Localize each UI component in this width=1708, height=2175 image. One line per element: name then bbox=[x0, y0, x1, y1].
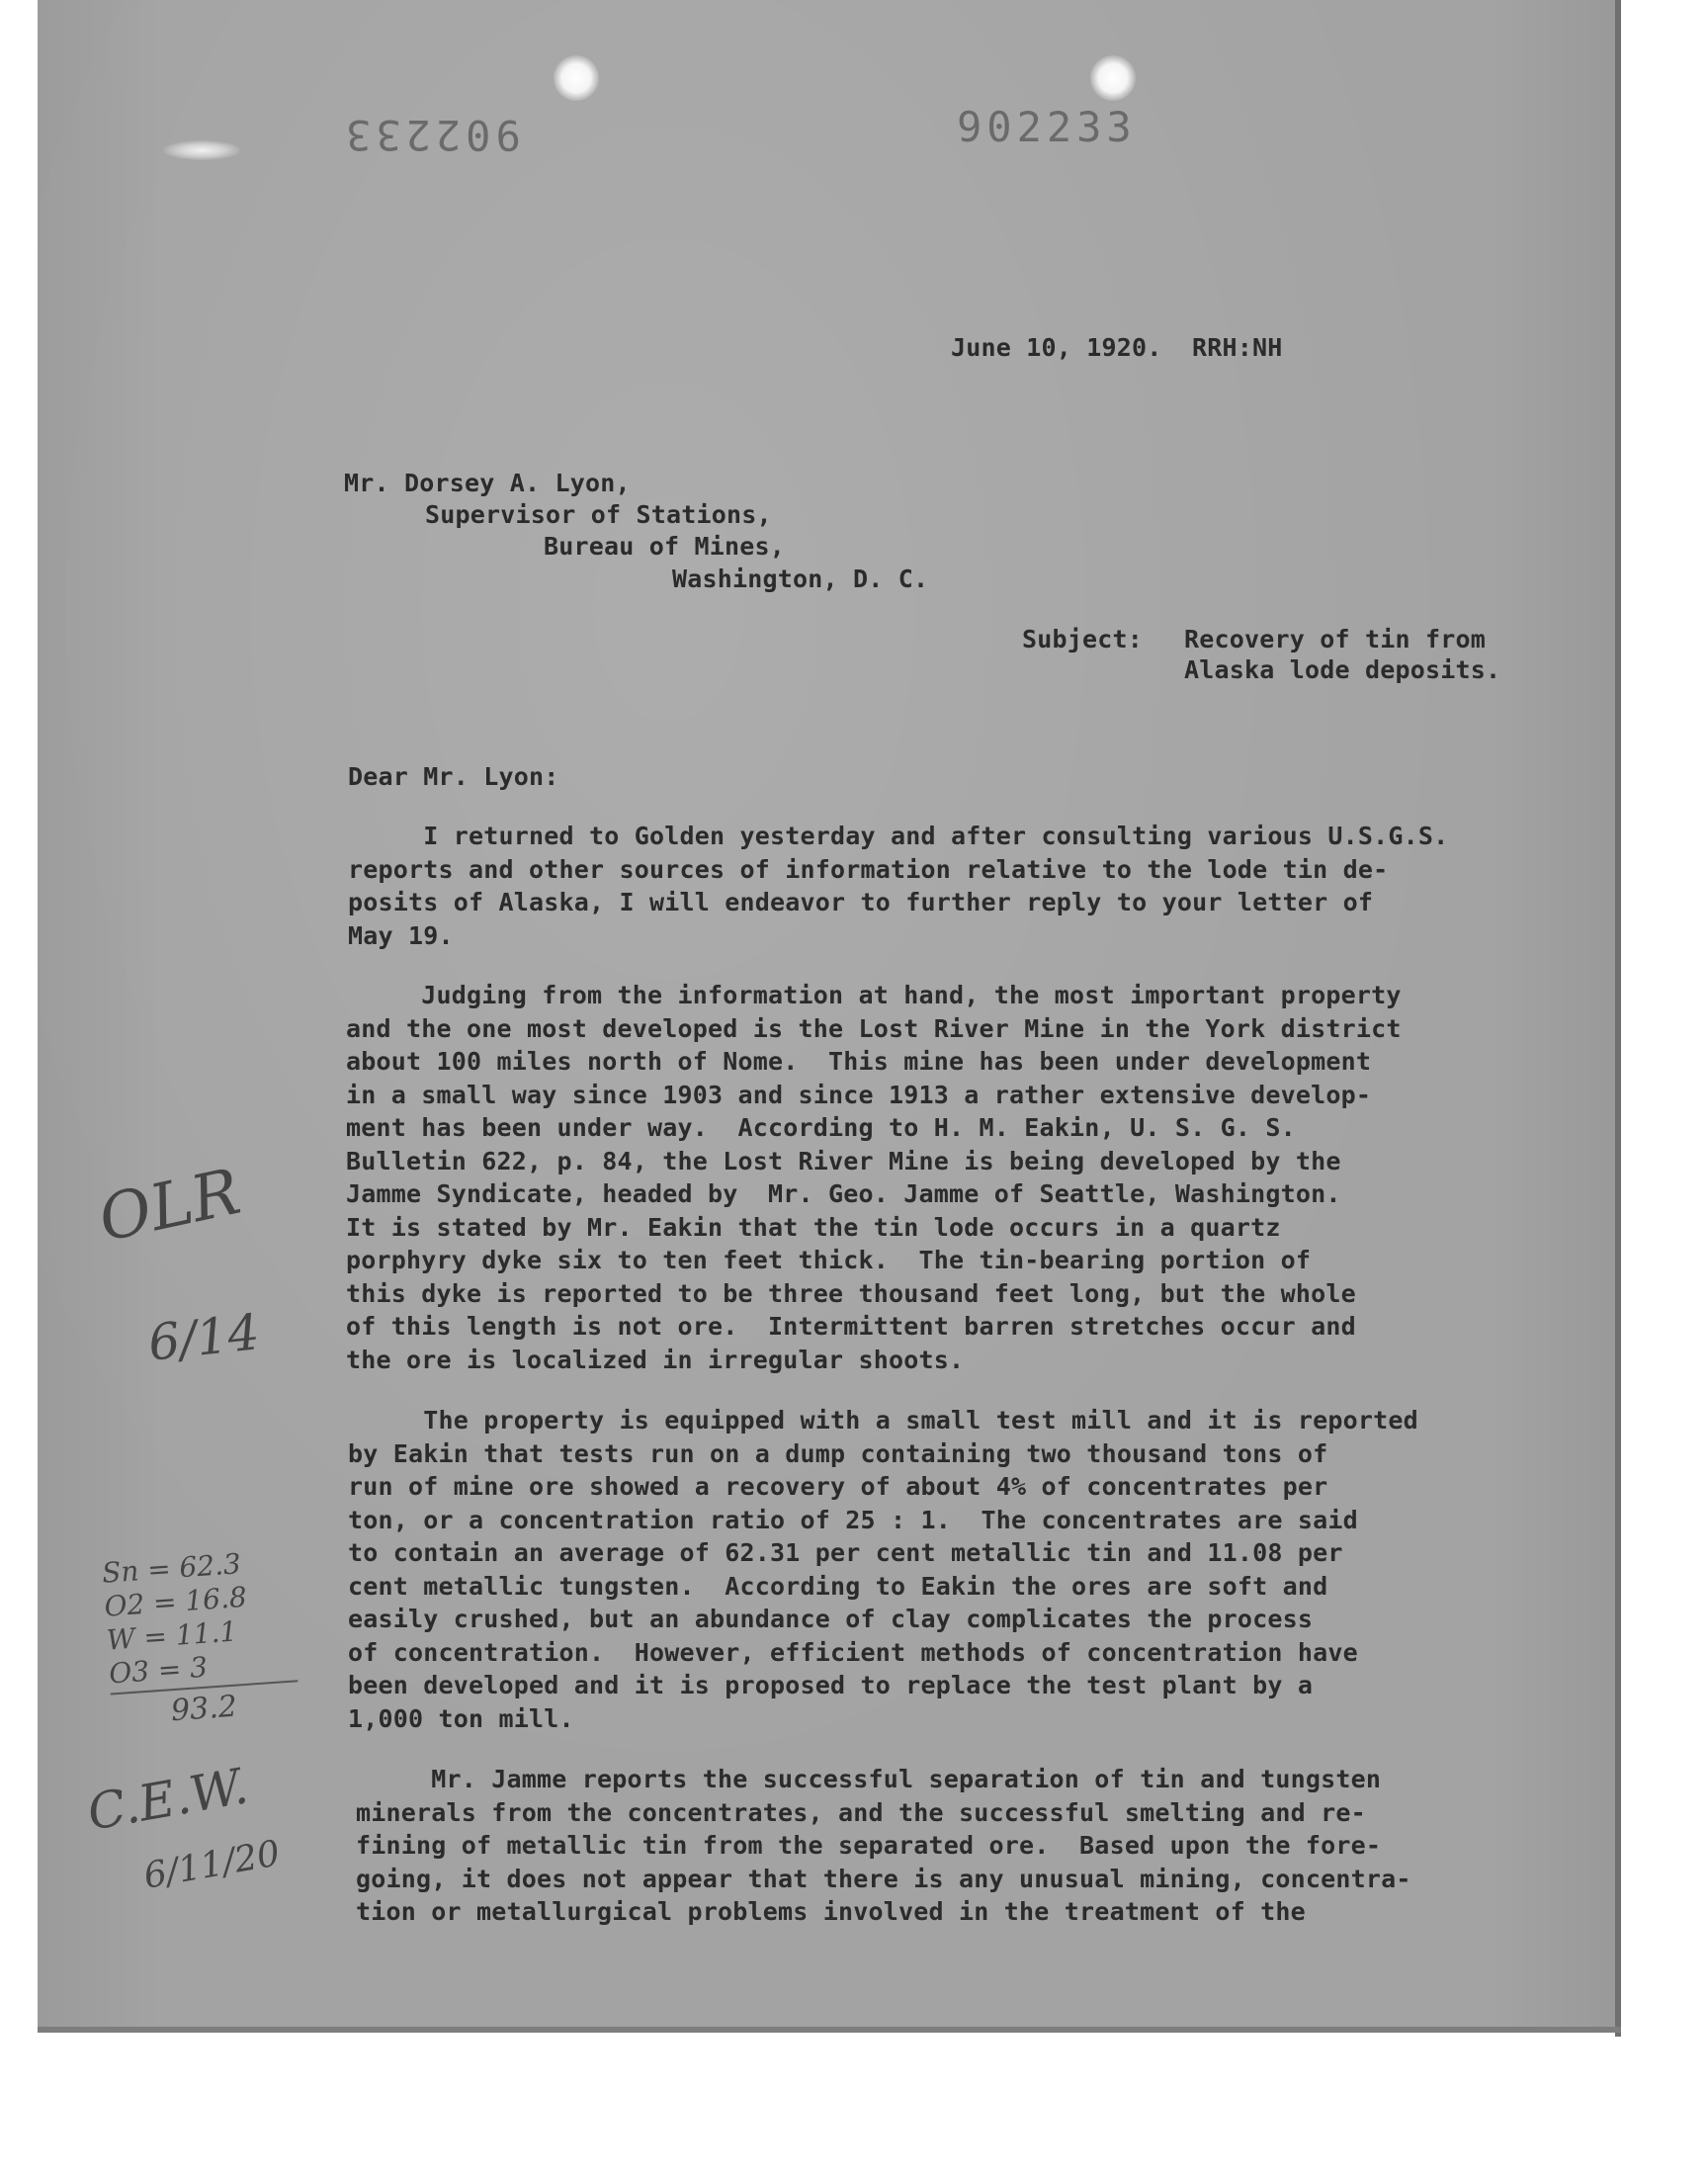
punch-hole-left bbox=[554, 55, 599, 101]
paragraph-2: Judging from the information at hand, the most important property and the one most developed is the Lost River Mine in the York district about 100 miles north of Nome. This mine has been under development in a small way since 1903 and since 1913 a rather extensive develop- ment has been under way. According to H. M. Eakin, U. S. G. S. Bulletin 622, p. 84, the Lost River Mine is being developed by the Jamme Syndicate, headed by Mr. Geo. Jamme of Seattle, Washington. It is stated by Mr. Eakin that the tin lode occurs in a quartz porphyry dyke six to ten feet thick. The tin-bearing portion of this dyke is reported to be three thousand feet long, but the whole of this length is not ore. Intermittent barren stretches occur and the ore is localized in irregular shoots. bbox=[346, 981, 1402, 1374]
handwritten-initials-cew: C.E.W. bbox=[83, 1757, 253, 1842]
file-number-stamp: 902233 bbox=[957, 103, 1137, 151]
file-number-stamp-inverted: 902233 bbox=[341, 111, 521, 159]
calc-line-o2: O2 = 16.8 bbox=[103, 1580, 248, 1623]
handwritten-date-6-11-20: 6/11/20 bbox=[140, 1833, 284, 1897]
calc-line-w: W = 11.1 bbox=[105, 1614, 239, 1657]
calc-line-o3: O3 = 3 bbox=[108, 1650, 210, 1691]
calc-total: 93.2 bbox=[169, 1689, 238, 1729]
address-line-4: Washington, D. C. bbox=[672, 565, 929, 593]
page-edge-shadow bbox=[1615, 0, 1621, 2037]
subject-line-1: Recovery of tin from bbox=[1184, 625, 1487, 653]
calc-line-sn: Sn = 62.3 bbox=[101, 1547, 242, 1590]
handwritten-initials-olr: OLR bbox=[92, 1155, 247, 1258]
page-edge-shadow-bottom bbox=[38, 2027, 1621, 2033]
handwritten-calculation bbox=[101, 1544, 300, 1733]
paragraph-3: The property is equipped with a small test mill and it is reported by Eakin that tests run on a dump containing two thousand tons of run of mine ore showed a recovery of about 4% of concentrates per ton, or a concentration ratio of 25 : 1. The concentrates are said to contain an average of 62.31 per cent metallic tin and 11.08 per cent metallic tungsten. According to Eakin the ores are soft and easily crushed, but an abundance of clay complicates the process of concentration. However, efficient methods of concentration have been developed and it is proposed to replace the test plant by a 1,000 ton mill. bbox=[348, 1406, 1418, 1733]
paragraph-4: Mr. Jamme reports the successful separation of tin and tungsten minerals from the concentrates, and the successful smelting and re- fining of metallic tin from the separated ore. Based upon the fore- going, it does not appear that there is any unusual mining, concentra- tion or metallurgical problems involved in the treatment of the bbox=[356, 1765, 1411, 1926]
subject-label: Subject: bbox=[1022, 625, 1144, 653]
address-line-3: Bureau of Mines, bbox=[544, 532, 786, 561]
address-line-2: Supervisor of Stations, bbox=[425, 500, 772, 529]
punch-hole-right bbox=[1090, 55, 1136, 101]
subject-line-2: Alaska lode deposits. bbox=[1184, 655, 1501, 684]
address-line-1: Mr. Dorsey A. Lyon, bbox=[344, 469, 631, 497]
salutation: Dear Mr. Lyon: bbox=[348, 762, 559, 791]
paragraph-1: I returned to Golden yesterday and after consulting various U.S.G.S. reports and other sources of information relative to the lode tin de- posits of Alaska, I will endeavor to further reply to your letter of May 19. bbox=[348, 822, 1449, 950]
scan-smudge bbox=[163, 140, 240, 160]
handwritten-date-6-14: 6/14 bbox=[145, 1303, 263, 1372]
date-line: June 10, 1920. RRH:NH bbox=[951, 333, 1283, 362]
